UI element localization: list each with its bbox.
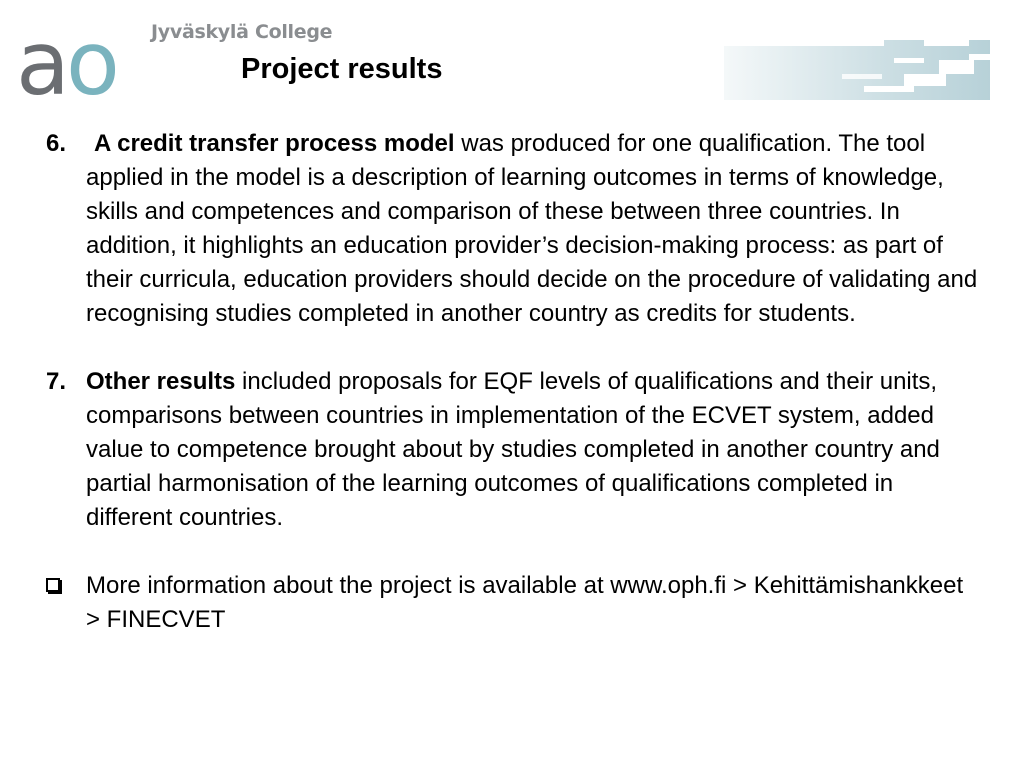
item-text: More information about the project is available at www.oph.fi > Kehittämishankkeet > FINECVET [86,572,964,633]
ao-logo [16,12,116,115]
list-item [46,127,981,331]
logo-letter-o: o [65,12,116,115]
item-bold-lead: Other results [86,368,236,395]
page-title: Project results [241,53,443,85]
slide-content [46,127,981,637]
item-text: was produced for one qualification. The tool applied in the model is a description of learning outcomes in terms of knowledge, skills and competences and comparison of these between three countries. In addition, it highlights an education provider’s decision-making process: as part of their curricula, education providers should decide on the procedure of validating and recognising studies completed in another country as credits for students. [86,130,978,327]
college-name: Jyväskylä College [151,21,333,43]
stair-decoration [724,40,990,100]
list-item [46,569,981,637]
item-bold-lead: A credit transfer process model [94,130,455,157]
item-number: 7. [46,368,67,395]
logo-letter-a: a [16,12,66,115]
item-number: 6. [46,130,67,157]
list-item [46,365,981,535]
checkbox-bullet-icon [46,578,60,592]
item-text: included proposals for EQF levels of qualifications and their units, comparisons between countries in implementation of the ECVET system, added value to competence brought about by studies completed in another country and partial harmonisation of the learning outcomes of qualifications completed in different countries. [86,368,940,531]
